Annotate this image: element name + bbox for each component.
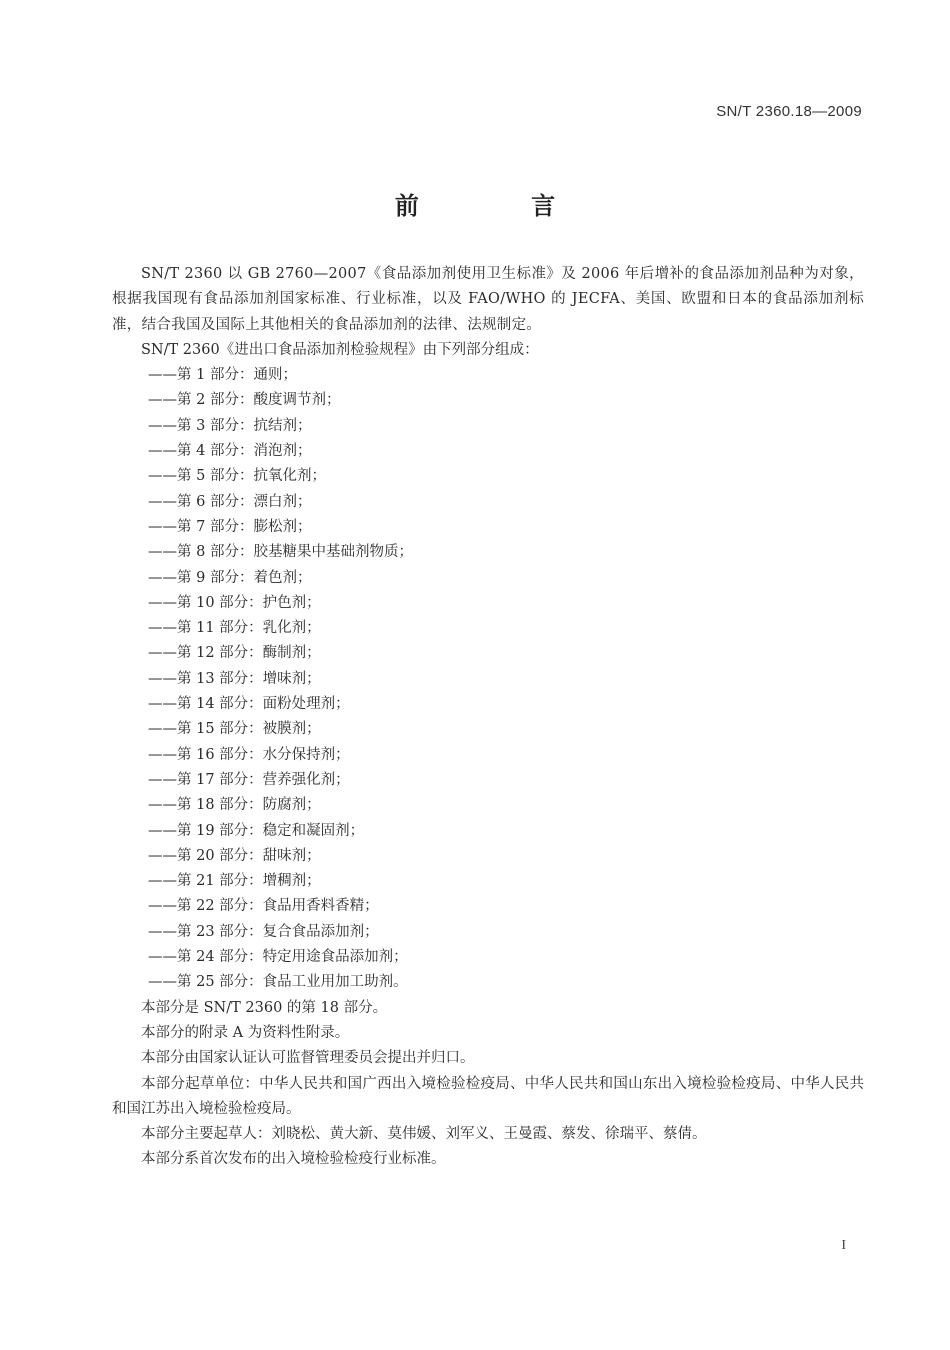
intro-paragraph: SN/T 2360 以 GB 2760—2007《食品添加剂使用卫生标准》及 2006 年后增补的食品添加剂品种为对象，根据我国现有食品添加剂国家标准、行业标准，以及 FAO/WHO 的 JECFA、美国、欧盟和日本的食品添加剂标准，结合我国及国际上其他相关的食品添加剂的法律、法规制定。 [112,266,864,333]
list-item: ——第 22 部分：食品用香料香精； [148,898,379,915]
statement-drafting-units: 本部分起草单位：中华人民共和国广西出入境检验检疫局、中华人民共和国山东出入境检验检疫局、中华人民共和国江苏出入境检验检疫局。 [112,1075,864,1117]
list-item: ——第 4 部分：消泡剂； [148,443,312,460]
statement-proposer: 本部分由国家认证认可监督管理委员会提出并归口。 [141,1050,475,1067]
list-item: ——第 20 部分：甜味剂； [148,847,321,864]
page-number: I [841,1238,846,1253]
list-item: ——第 13 部分：增味剂； [148,670,321,687]
list-item: ——第 7 部分：膨松剂； [148,518,312,535]
list-item: ——第 3 部分：抗结剂； [148,417,312,434]
list-item: ——第 11 部分：乳化剂； [148,620,321,637]
statement-part-number: 本部分是 SN/T 2360 的第 18 部分。 [141,999,388,1016]
list-item: ——第 25 部分：食品工业用加工助剂。 [148,974,408,991]
list-item: ——第 21 部分：增稠剂； [148,873,321,890]
list-item: ——第 12 部分：酶制剂； [148,645,321,662]
statement-first-release: 本部分系首次发布的出入境检验检疫行业标准。 [141,1151,446,1168]
list-item: ——第 24 部分：特定用途食品添加剂； [148,949,408,966]
list-item: ——第 18 部分：防腐剂； [148,797,321,814]
standard-code: SN/T 2360.18—2009 [716,103,862,120]
statement-appendix: 本部分的附录 A 为资料性附录。 [141,1024,350,1041]
list-item: ——第 5 部分：抗氧化剂； [148,468,326,485]
parts-list [112,363,864,995]
list-item: ——第 17 部分：营养强化剂； [148,771,350,788]
list-item: ——第 15 部分：被膜剂； [148,721,321,738]
list-item: ——第 9 部分：着色剂； [148,569,312,586]
list-item: ——第 1 部分：通则； [148,367,297,384]
document-body [112,262,864,1173]
list-item: ——第 6 部分：漂白剂； [148,493,312,510]
composition-intro: SN/T 2360《进出口食品添加剂检验规程》由下列部分组成： [141,341,539,358]
page-title: 前 言 [394,192,608,220]
list-item: ——第 23 部分：复合食品添加剂； [148,923,379,940]
list-item: ——第 8 部分：胶基糖果中基础剂物质； [148,544,413,561]
list-item: ——第 16 部分：水分保持剂； [148,746,350,763]
list-item: ——第 10 部分：护色剂； [148,594,321,611]
list-item: ——第 14 部分：面粉处理剂； [148,696,350,713]
list-item: ——第 2 部分：酸度调节剂； [148,392,341,409]
statement-drafters: 本部分主要起草人：刘晓松、黄大新、莫伟媛、刘军义、王曼霞、蔡发、徐瑞平、蔡倩。 [141,1126,707,1143]
list-item: ——第 19 部分：稳定和凝固剂； [148,822,365,839]
